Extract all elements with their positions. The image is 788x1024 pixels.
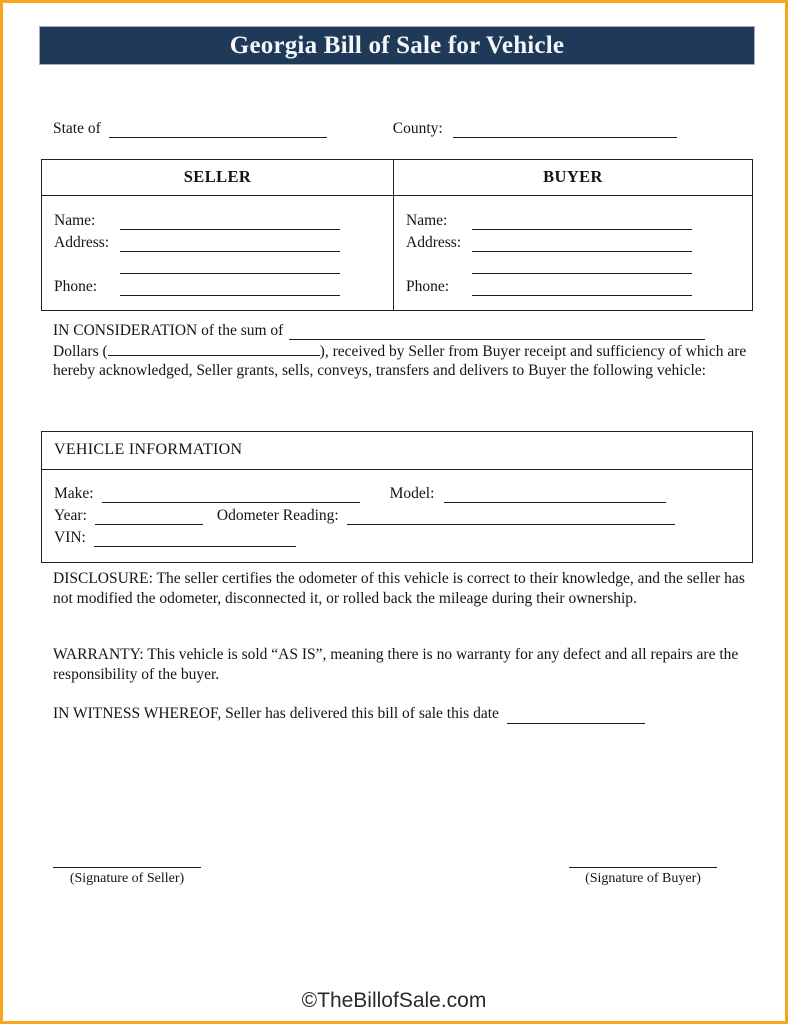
buyer-phone-row [406, 274, 738, 296]
consideration-intro-row [53, 321, 747, 340]
year-label: Year: [54, 507, 87, 524]
year-fill-line[interactable] [95, 509, 203, 525]
consideration-intro-text: IN CONSIDERATION of the sum of [53, 322, 284, 339]
year-odometer-row [54, 503, 738, 525]
disclosure-paragraph: DISCLOSURE: The seller certifies the odometer of this vehicle is correct to their knowledge, and the seller has not modified the odometer, disconnected it, or rolled back the mileage during their ownership. [53, 570, 745, 607]
vin-label: VIN: [54, 529, 86, 546]
parties-table-body [42, 196, 752, 310]
vehicle-section-title: VEHICLE INFORMATION [42, 432, 752, 470]
seller-phone-row [54, 274, 379, 296]
consideration-body [53, 340, 747, 380]
buyer-name-fill-line[interactable] [472, 214, 692, 230]
odometer-label: Odometer Reading: [216, 507, 339, 524]
seller-name-label: Name: [54, 212, 96, 229]
date-fill-line[interactable] [507, 708, 645, 724]
vin-row [54, 525, 738, 547]
model-label: Model: [389, 485, 435, 502]
buyer-column-header: BUYER [543, 167, 603, 186]
title-banner [39, 26, 755, 65]
buyer-address-fill-line[interactable] [472, 236, 692, 252]
make-label: Make: [54, 485, 94, 502]
seller-cell [42, 196, 394, 310]
state-fill-line[interactable] [109, 122, 327, 138]
witness-text: IN WITNESS WHEREOF, Seller has delivered this bill of sale this date [53, 705, 499, 722]
parties-table-header [42, 160, 752, 196]
seller-name-row [54, 208, 379, 230]
state-label: State of [53, 120, 101, 137]
seller-address-row-2 [54, 252, 379, 274]
witness-clause [53, 704, 747, 724]
sum-fill-line[interactable] [289, 324, 705, 340]
dollars-fill-line[interactable] [108, 340, 320, 356]
footer-brand: ©TheBillofSale.com [301, 989, 487, 1012]
jurisdiction-row [53, 120, 743, 138]
buyer-phone-label: Phone: [406, 278, 450, 295]
seller-column-header: SELLER [42, 160, 394, 195]
seller-phone-fill-line[interactable] [120, 280, 340, 296]
vehicle-fields [42, 470, 752, 562]
buyer-signature-line[interactable] [569, 855, 717, 868]
county-label: County: [392, 120, 443, 137]
buyer-address-fill-line-2[interactable] [472, 258, 692, 274]
page-title: Georgia Bill of Sale for Vehicle [229, 31, 565, 59]
make-fill-line[interactable] [102, 487, 360, 503]
seller-signature-caption: (Signature of Seller) [69, 871, 185, 886]
consideration-clause [53, 321, 747, 380]
seller-address-row [54, 230, 379, 252]
buyer-signature-block [563, 855, 723, 887]
parties-table [41, 159, 753, 311]
seller-address-fill-line[interactable] [120, 236, 340, 252]
dollars-prefix-text: Dollars ( [53, 343, 108, 360]
buyer-address-row-2 [406, 252, 738, 274]
buyer-address-label: Address: [406, 234, 462, 251]
buyer-cell [394, 196, 752, 310]
make-model-row [54, 481, 738, 503]
buyer-address-row [406, 230, 738, 252]
vehicle-information-box [41, 431, 753, 563]
odometer-fill-line[interactable] [347, 509, 675, 525]
seller-address-fill-line-2[interactable] [120, 258, 340, 274]
seller-address-label: Address: [54, 234, 110, 251]
buyer-phone-fill-line[interactable] [472, 280, 692, 296]
buyer-name-row [406, 208, 738, 230]
buyer-signature-caption: (Signature of Buyer) [585, 871, 701, 886]
vin-fill-line[interactable] [94, 531, 296, 547]
warranty-paragraph: WARRANTY: This vehicle is sold “AS IS”, meaning there is no warranty for any defect and all repairs are the responsibility of the buyer. [53, 646, 739, 683]
seller-signature-block [47, 855, 207, 887]
county-fill-line[interactable] [453, 122, 677, 138]
seller-phone-label: Phone: [54, 278, 98, 295]
seller-name-fill-line[interactable] [120, 214, 340, 230]
seller-signature-line[interactable] [53, 855, 201, 868]
buyer-name-label: Name: [406, 212, 448, 229]
dollars-suffix-text: ), received by Seller from Buyer receipt and sufficiency of which are hereby acknowledged, Seller grants, sells, conveys, transfers and delivers to Buyer the following vehicle: [53, 343, 747, 379]
model-fill-line[interactable] [444, 487, 666, 503]
